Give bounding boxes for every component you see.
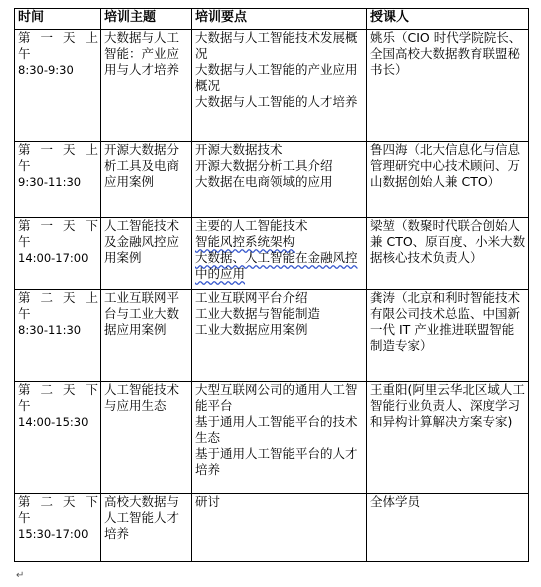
- point-item: 基于通用人工智能平台的技术生态: [195, 414, 358, 445]
- point-item: 工业互联网平台介绍: [195, 290, 308, 305]
- time-cell: [15, 218, 101, 290]
- point-item: 大数据与人工智能技术发展概况: [195, 30, 358, 61]
- header-points: 培训要点: [192, 9, 367, 30]
- session-half: 午: [18, 510, 31, 525]
- session-day: 第 二 天 上: [18, 290, 98, 305]
- session-time: 14:00-17:00: [18, 251, 89, 265]
- point-item: 基于通用人工智能平台的人才培养: [195, 446, 358, 477]
- points-cell: [192, 218, 367, 290]
- session-time: 14:00-15:30: [18, 415, 89, 429]
- time-cell: [15, 142, 101, 218]
- points-cell: [192, 290, 367, 382]
- topic-cell: 高校大数据与人工智能人才培养: [101, 494, 192, 562]
- session-time: 8:30-9:30: [18, 63, 74, 77]
- point-item: 开源大数据分析工具介绍: [195, 158, 333, 173]
- header-topic: 培训主题: [101, 9, 192, 30]
- topic-cell: 大数据与人工智能：产业应用与人才培养: [101, 30, 192, 142]
- training-schedule-table: [14, 8, 529, 562]
- lecturer-cell: 全体学员: [367, 494, 529, 562]
- points-cell: [192, 142, 367, 218]
- time-cell: [15, 30, 101, 142]
- point-item: 大数据、人工智能在金融风控中的应用: [195, 250, 358, 281]
- table-row: [15, 218, 529, 290]
- table-row: [15, 30, 529, 142]
- points-cell: [192, 494, 367, 562]
- point-item: 智能风控系统架构: [195, 234, 296, 249]
- lecturer-cell: 王重阳(阿里云华北区域人工智能行业负责人、深度学习和异构计算解决方案专家): [367, 382, 529, 494]
- paragraph-mark-icon: ↵: [16, 570, 25, 581]
- point-item: 工业大数据应用案例: [195, 322, 308, 337]
- topic-text: 人工智能技术及金融风控应用案例: [104, 218, 180, 265]
- point-item: 大数据与人工智能的产业应用概况: [195, 62, 358, 93]
- table-header-row: [15, 9, 529, 30]
- point-item: 工业大数据与智能制造: [195, 306, 321, 321]
- point-item: 研讨: [195, 494, 221, 509]
- time-cell: [15, 494, 101, 562]
- header-lecturer: 授课人: [367, 9, 529, 30]
- points-cell: [192, 30, 367, 142]
- session-half: 午: [18, 306, 31, 321]
- session-half: 午: [18, 398, 31, 413]
- session-half: 午: [18, 46, 31, 61]
- lecturer-cell: 鲁四海（北大信息化与信息管理研究中心技术顾问、万山数据创始人兼 CTO）: [367, 142, 529, 218]
- session-day: 第 二 天 下: [18, 382, 98, 397]
- session-day: 第 一 天 上: [18, 142, 98, 157]
- table-row: [15, 494, 529, 562]
- table-row: [15, 382, 529, 494]
- point-item: 开源大数据技术: [195, 142, 283, 157]
- session-time: 15:30-17:00: [18, 527, 89, 541]
- session-time: 9:30-11:30: [18, 175, 82, 189]
- table-row: [15, 142, 529, 218]
- topic-cell: [101, 218, 192, 290]
- point-item: 大数据在电商领域的应用: [195, 174, 333, 189]
- session-day: 第 一 天 下: [18, 218, 98, 233]
- point-item: 主要的人工智能技术: [195, 218, 308, 233]
- session-half: 午: [18, 158, 31, 173]
- topic-cell: 开源大数据分析工具及电商应用案例: [101, 142, 192, 218]
- session-half: 午: [18, 234, 31, 249]
- session-time: 8:30-11:30: [18, 323, 82, 337]
- topic-cell: 工业互联网平台与工业大数据应用案例: [101, 290, 192, 382]
- point-item: 大型互联网公司的通用人工智能平台: [195, 382, 358, 413]
- session-day: 第 一 天 上: [18, 30, 98, 45]
- topic-cell: 人工智能技术与应用生态: [101, 382, 192, 494]
- points-cell: [192, 382, 367, 494]
- header-time: 时间: [15, 9, 101, 30]
- session-day: 第 二 天 下: [18, 494, 98, 509]
- time-cell: [15, 290, 101, 382]
- table-row: [15, 290, 529, 382]
- lecturer-cell: 梁堃（数聚时代联合创始人兼 CTO、原百度、小米大数据核心技术负责人）: [367, 218, 529, 290]
- lecturer-cell: 龚涛（北京和利时智能技术有限公司技术总监、中国新一代 IT 产业推进联盟智能制造专家）: [367, 290, 529, 382]
- lecturer-cell: 姚乐（CIO 时代学院院长、全国高校大数据教育联盟秘书长）: [367, 30, 529, 142]
- time-cell: [15, 382, 101, 494]
- point-item: 大数据与人工智能的人才培养: [195, 94, 358, 109]
